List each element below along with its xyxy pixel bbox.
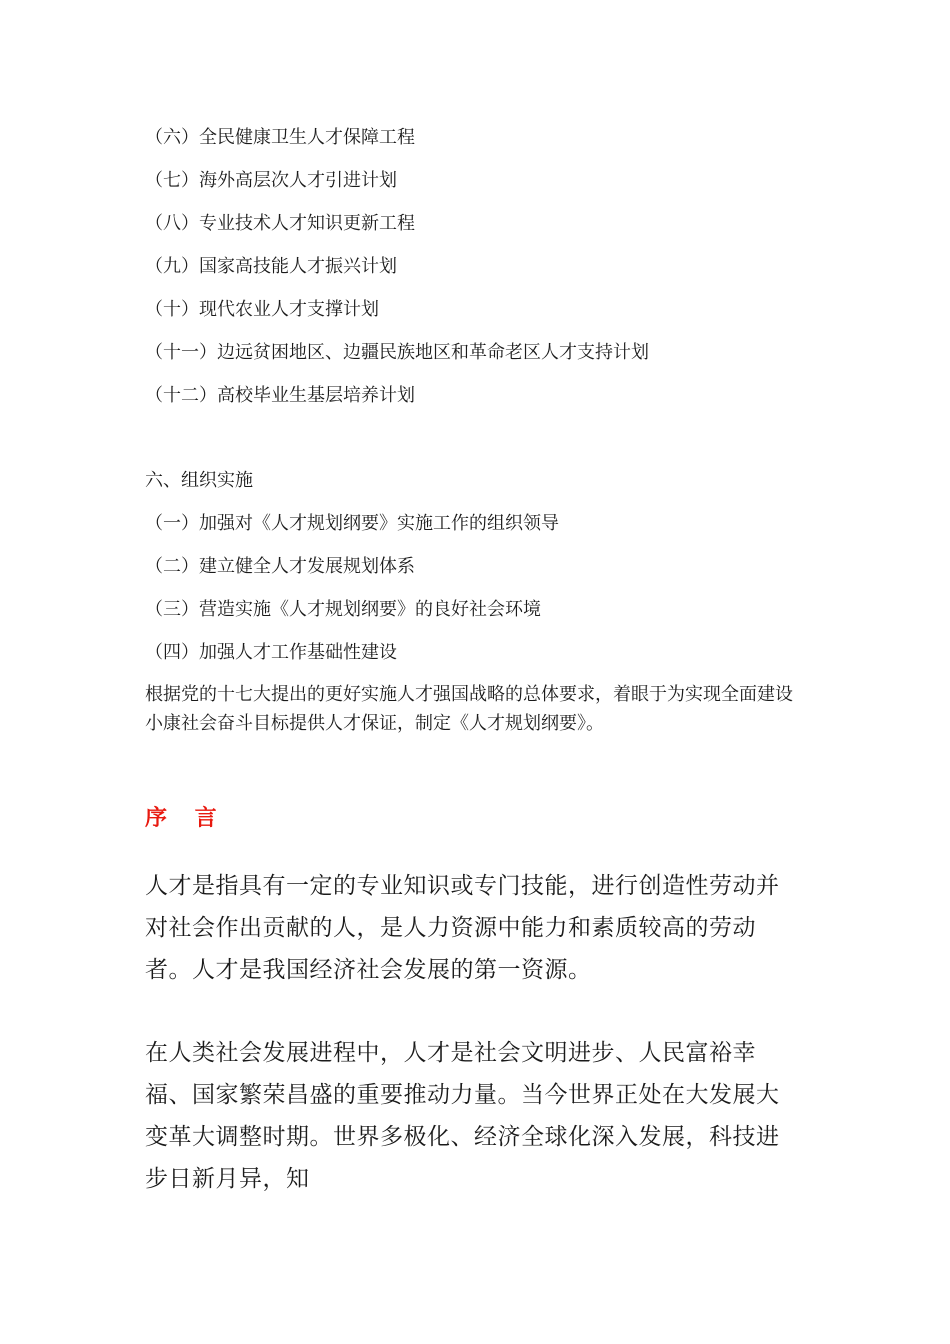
list-item: （十）现代农业人才支撑计划: [145, 299, 379, 320]
list-item: （九）国家高技能人才振兴计划: [145, 256, 397, 277]
list-item: （四）加强人才工作基础性建设: [145, 642, 397, 663]
list-item: （六）全民健康卫生人才保障工程: [145, 127, 415, 148]
preface-heading: 序 言: [145, 805, 227, 831]
list-item: （二）建立健全人才发展规划体系: [145, 556, 415, 577]
list-item: （七）海外高层次人才引进计划: [145, 170, 397, 191]
list-item: （一）加强对《人才规划纲要》实施工作的组织领导: [145, 513, 559, 534]
preface-paragraph: 在人类社会发展进程中，人才是社会文明进步、人民富裕幸福、国家繁荣昌盛的重要推动力量。当今世界正处在大发展大变革大调整时期。世界多极化、经济全球化深入发展，科技进步日新月异，知: [145, 1040, 780, 1192]
list-item: （八）专业技术人才知识更新工程: [145, 213, 415, 234]
list-item: （十二）高校毕业生基层培养计划: [145, 385, 415, 406]
list-item: （十一）边远贫困地区、边疆民族地区和革命老区人才支持计划: [145, 342, 649, 363]
section-heading: 六、组织实施: [145, 470, 253, 491]
preface-paragraph: 人才是指具有一定的专业知识或专门技能，进行创造性劳动并对社会作出贡献的人，是人力资源中能力和素质较高的劳动者。人才是我国经济社会发展的第一资源。: [145, 873, 780, 983]
list-item: （三）营造实施《人才规划纲要》的良好社会环境: [145, 599, 541, 620]
summary-paragraph: 根据党的十七大提出的更好实施人才强国战略的总体要求，着眼于为实现全面建设小康社会奋斗目标提供人才保证，制定《人才规划纲要》。: [145, 684, 793, 734]
